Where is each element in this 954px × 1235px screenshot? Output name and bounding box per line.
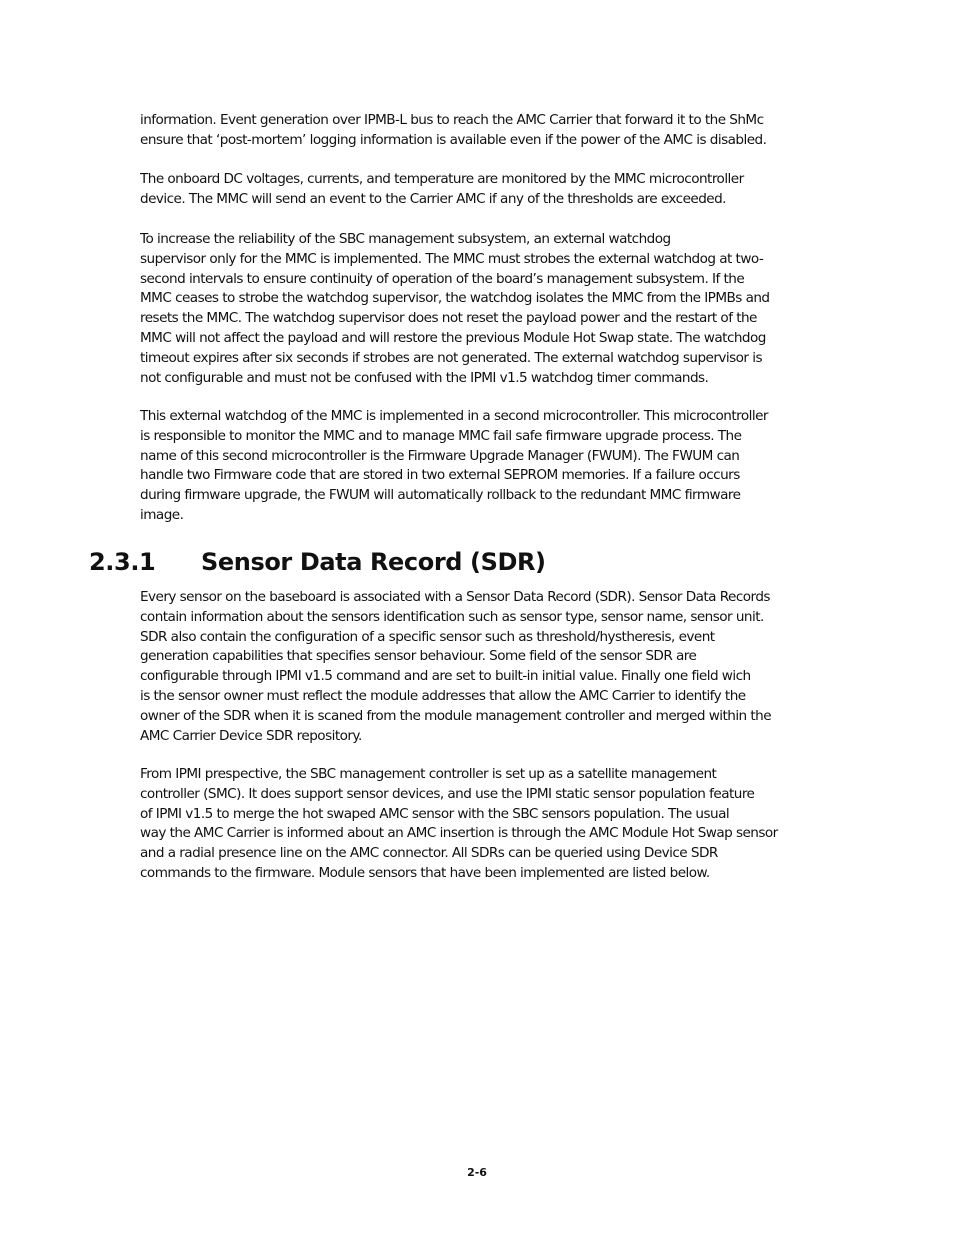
text-line: AMC Carrier Device SDR repository. — [140, 727, 362, 744]
section-number: 2.3.1 — [89, 548, 156, 576]
text-line: ensure that ‘post-mortem’ logging information is available even if the power of the AMC is disabled. — [140, 131, 767, 148]
text-line: configurable through IPMI v1.5 command and are set to built-in initial value. Finally one field wich — [140, 668, 751, 685]
text-line: SDR also contain the configuration of a specific sensor such as threshold/hystheresis, event — [140, 628, 715, 645]
text-line: not configurable and must not be confused with the IPMI v1.5 watchdog timer commands. — [140, 369, 709, 386]
text-line: Every sensor on the baseboard is associated with a Sensor Data Record (SDR). Sensor Data Records — [140, 589, 770, 605]
text-line: owner of the SDR when it is scaned from the module management controller and merged within the — [140, 707, 772, 724]
text-line: is responsible to monitor the MMC and to manage MMC fail safe firmware upgrade process. The — [140, 427, 742, 444]
text-line: during firmware upgrade, the FWUM will automatically rollback to the redundant MMC firmware — [140, 487, 741, 504]
paragraph-ipmi-perspective — [140, 765, 830, 884]
text-line: is the sensor owner must reflect the module addresses that allow the AMC Carrier to identify the — [140, 687, 746, 704]
text-line: supervisor only for the MMC is implemented. The MMC must strobes the external watchdog at two- — [140, 250, 764, 267]
text-line: image. — [140, 506, 184, 523]
section-heading — [89, 544, 546, 580]
text-line: information. Event generation over IPMB-L bus to reach the AMC Carrier that forward it to the ShMc — [140, 112, 764, 128]
text-line: of IPMI v1.5 to merge the hot swaped AMC sensor with the SBC sensors population. The usual — [140, 805, 730, 822]
text-line: handle two Firmware code that are stored in two external SEPROM memories. If a failure occurs — [140, 467, 740, 484]
text-line: way the AMC Carrier is informed about an AMC insertion is through the AMC Module Hot Swap sensor — [140, 825, 778, 842]
text-line: This external watchdog of the MMC is implemented in a second microcontroller. This microcontroller — [140, 408, 768, 424]
text-line: second intervals to ensure continuity of operation of the board’s management subsystem. If the — [140, 270, 745, 287]
page-number: 2-6 — [467, 1166, 487, 1179]
paragraph-watchdog-supervisor — [140, 230, 830, 388]
paragraph-sdr-description — [140, 588, 830, 746]
text-line: generation capabilities that specifies sensor behaviour. Some field of the sensor SDR are — [140, 648, 697, 665]
paragraph-fwum — [140, 407, 830, 526]
text-line: resets the MMC. The watchdog supervisor does not reset the payload power and the restart of the — [140, 310, 757, 327]
text-line: contain information about the sensors identification such as sensor type, sensor name, sensor unit. — [140, 608, 764, 625]
text-line: timeout expires after six seconds if strobes are not generated. The external watchdog supervisor is — [140, 349, 762, 366]
text-line: commands to the firmware. Module sensors that have been implemented are listed below. — [140, 864, 710, 881]
text-line: name of this second microcontroller is the Firmware Upgrade Manager (FWUM). The FWUM can — [140, 447, 740, 464]
text-line: controller (SMC). It does support sensor devices, and use the IPMI static sensor population feature — [140, 785, 755, 802]
text-line: and a radial presence line on the AMC connector. All SDRs can be queried using Device SDR — [140, 845, 718, 862]
paragraph-dc-monitoring — [140, 170, 830, 210]
text-line: From IPMI prespective, the SBC management controller is set up as a satellite management — [140, 766, 717, 782]
text-line: MMC ceases to strobe the watchdog supervisor, the watchdog isolates the MMC from the IPMBs and — [140, 290, 770, 307]
text-line: MMC will not affect the payload and will restore the previous Module Hot Swap state. The watchdog — [140, 329, 766, 346]
section-title: Sensor Data Record (SDR) — [201, 548, 546, 576]
text-line: To increase the reliability of the SBC management subsystem, an external watchdog — [140, 231, 671, 247]
text-line: The onboard DC voltages, currents, and temperature are monitored by the MMC microcontroller — [140, 171, 744, 187]
paragraph-event-generation — [140, 111, 830, 151]
text-line: device. The MMC will send an event to the Carrier AMC if any of the thresholds are exceeded. — [140, 190, 726, 207]
